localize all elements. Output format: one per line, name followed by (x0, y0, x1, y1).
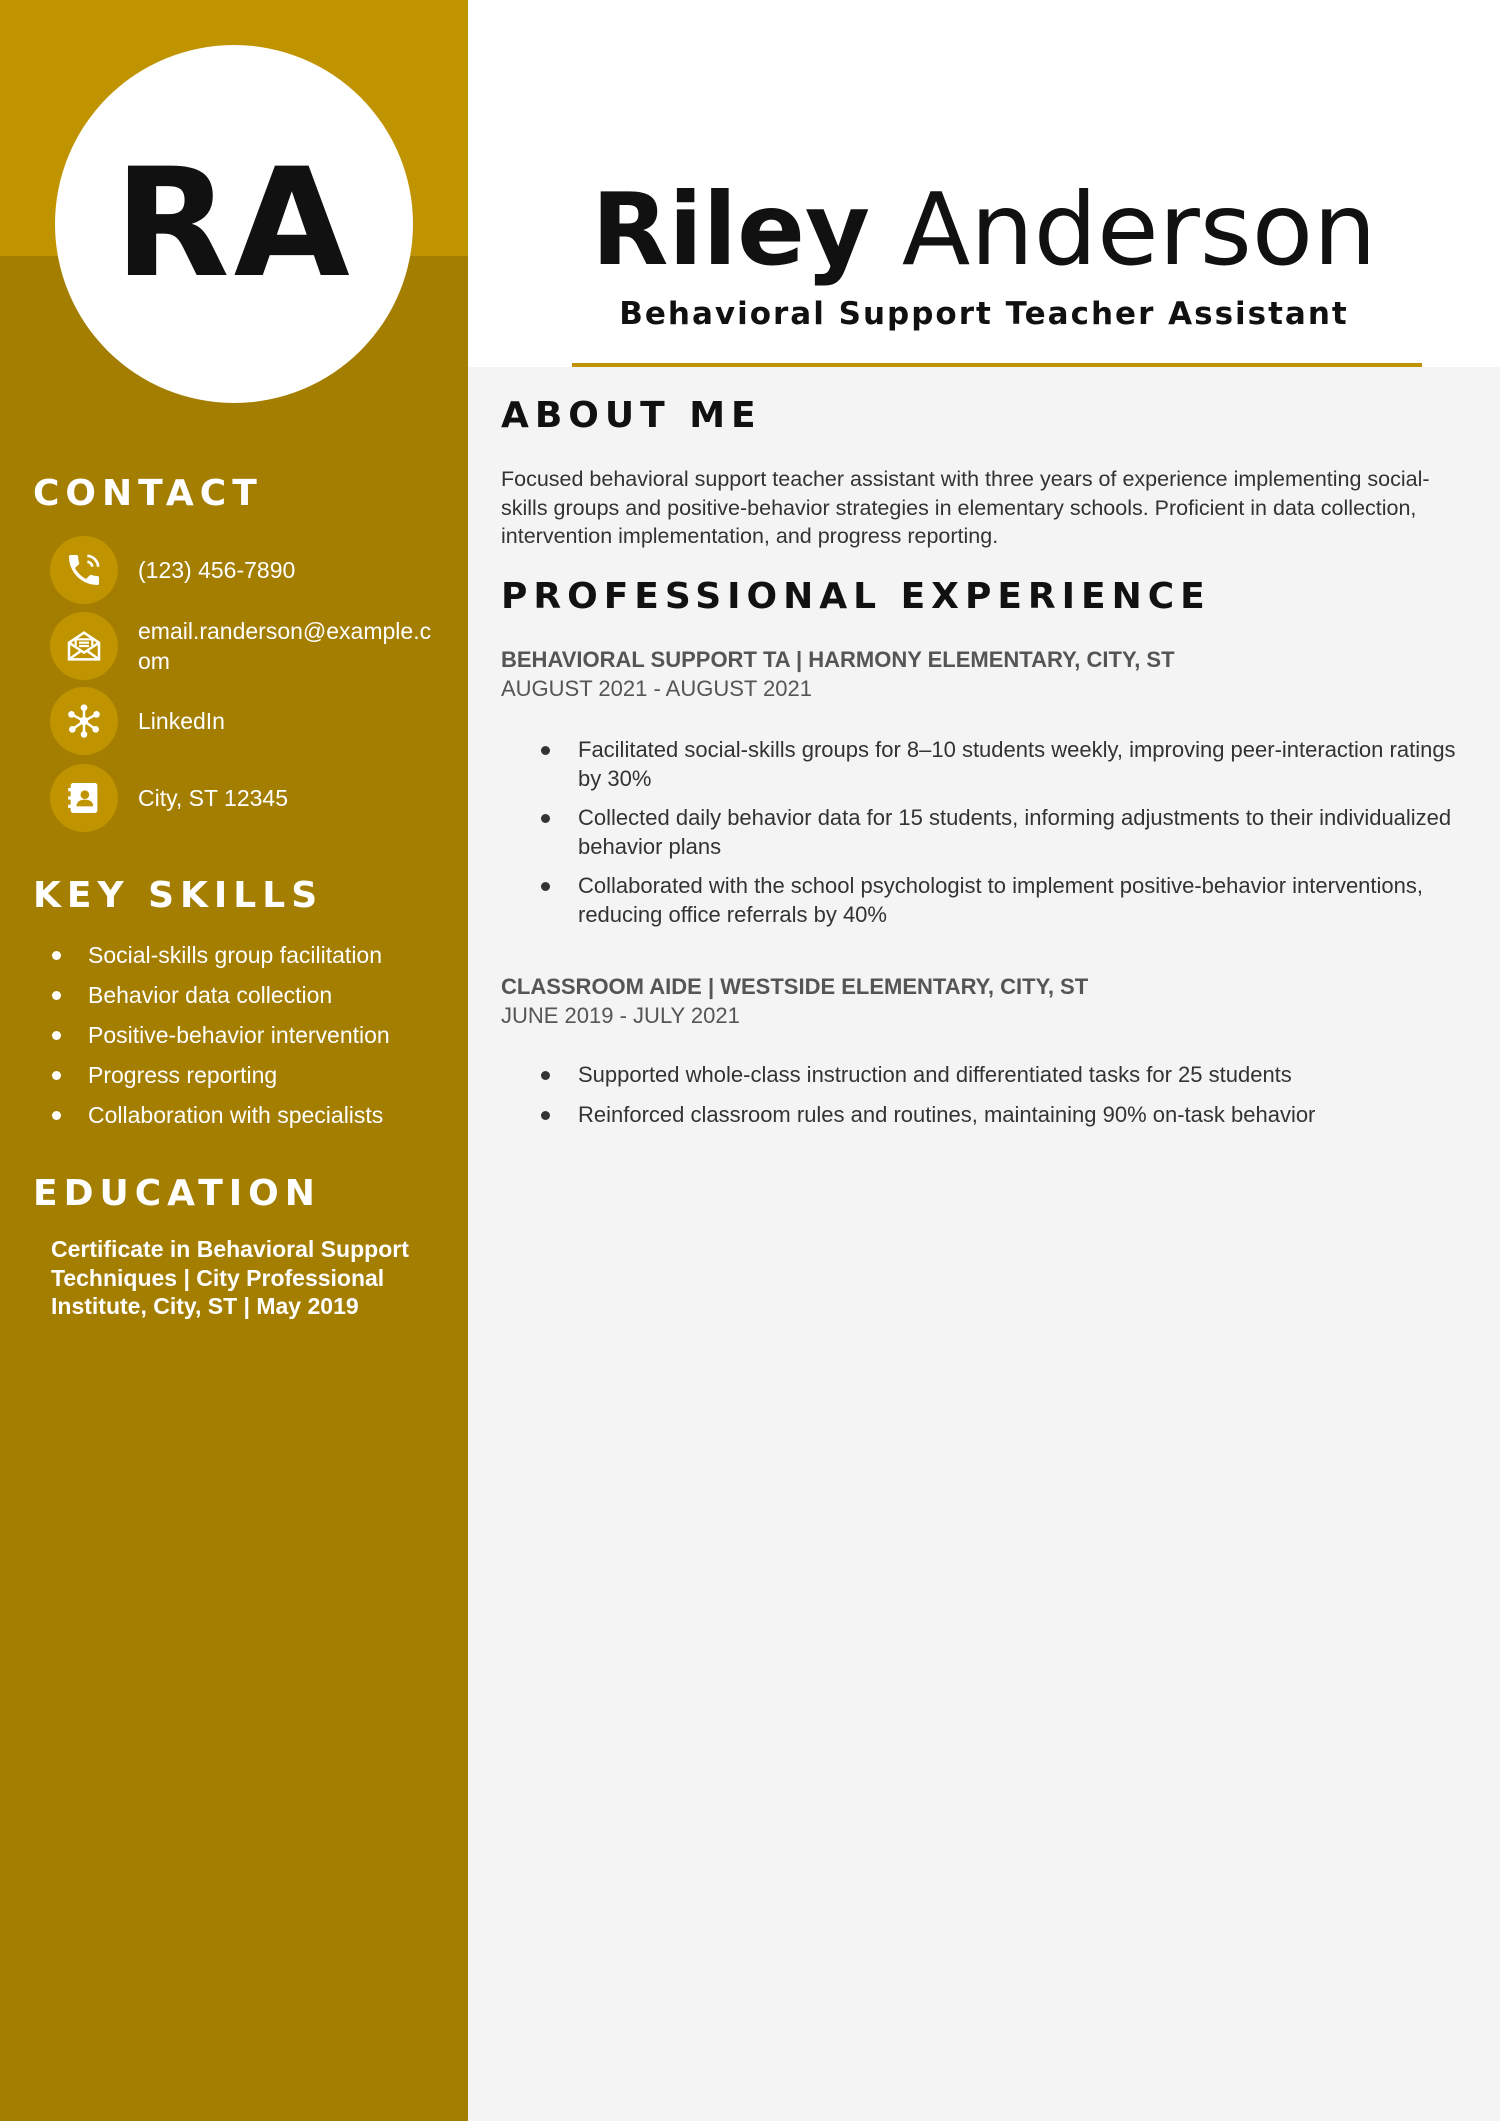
job-bullet: Facilitated social-skills groups for 8–10 students weekly, improving peer-interaction ratings by 30% (578, 736, 1458, 793)
linkedin-text: LinkedIn (138, 708, 225, 734)
last-name: Anderson (901, 171, 1377, 288)
skill-item: Positive-behavior intervention (50, 1015, 390, 1055)
phone-text: (123) 456-7890 (138, 557, 296, 583)
job-title: BEHAVIORAL SUPPORT TA | HARMONY ELEMENTARY, CITY, ST (501, 647, 1175, 672)
job-bullets (578, 1061, 1458, 1140)
contact-linkedin[interactable] (50, 687, 450, 755)
skill-item: Social-skills group facilitation (50, 935, 390, 975)
contact-email[interactable] (50, 612, 450, 680)
header-divider (572, 363, 1422, 367)
skill-item: Progress reporting (50, 1055, 390, 1095)
job-dates: JUNE 2019 - JULY 2021 (501, 1003, 740, 1028)
header (468, 0, 1500, 367)
job-bullet: Collected daily behavior data for 15 students, informing adjustments to their individualized behavior plans (578, 804, 1458, 861)
experience-heading: PROFESSIONAL EXPERIENCE (501, 576, 1211, 617)
job-title: CLASSROOM AIDE | WESTSIDE ELEMENTARY, CITY, ST (501, 974, 1089, 999)
full-name (468, 170, 1500, 290)
skill-item: Collaboration with specialists (50, 1095, 390, 1135)
job-bullet: Supported whole-class instruction and differentiated tasks for 25 students (578, 1061, 1458, 1090)
job-bullet: Reinforced classroom rules and routines, maintaining 90% on-task behavior (578, 1101, 1458, 1130)
monogram-initials: RA (114, 137, 354, 311)
contact-address[interactable] (50, 764, 450, 832)
linkedin-icon (50, 687, 118, 755)
first-name: Riley (591, 171, 871, 288)
email-icon (50, 612, 118, 680)
address-icon (50, 764, 118, 832)
job-dates: AUGUST 2021 - AUGUST 2021 (501, 676, 812, 701)
about-text: Focused behavioral support teacher assistant with three years of experience implementing social-skills groups and positive-behavior strategies in elementary schools. Proficient in data collection, intervention implementation, and progress reporting. (501, 467, 1430, 548)
job-bullet: Collaborated with the school psychologist to implement positive-behavior interventions, reducing office referrals by 40% (578, 872, 1458, 929)
skill-item: Behavior data collection (50, 975, 390, 1015)
monogram-circle (55, 45, 413, 403)
sidebar (0, 0, 468, 2121)
skills-list (50, 935, 390, 1135)
email-text: email.randerson@example.com (138, 618, 432, 674)
about-heading: ABOUT ME (501, 395, 762, 436)
job-title-header: Behavioral Support Teacher Assistant (619, 296, 1349, 332)
contact-heading: CONTACT (33, 473, 263, 514)
education-heading: EDUCATION (33, 1173, 321, 1214)
job-bullets (578, 736, 1458, 940)
contact-phone[interactable] (50, 536, 450, 604)
phone-icon (50, 536, 118, 604)
address-text: City, ST 12345 (138, 785, 289, 811)
skills-heading: KEY SKILLS (33, 875, 324, 916)
education-entry: Certificate in Behavioral Support Techniques | City Professional Institute, City, ST | May 2019 (51, 1236, 409, 1319)
